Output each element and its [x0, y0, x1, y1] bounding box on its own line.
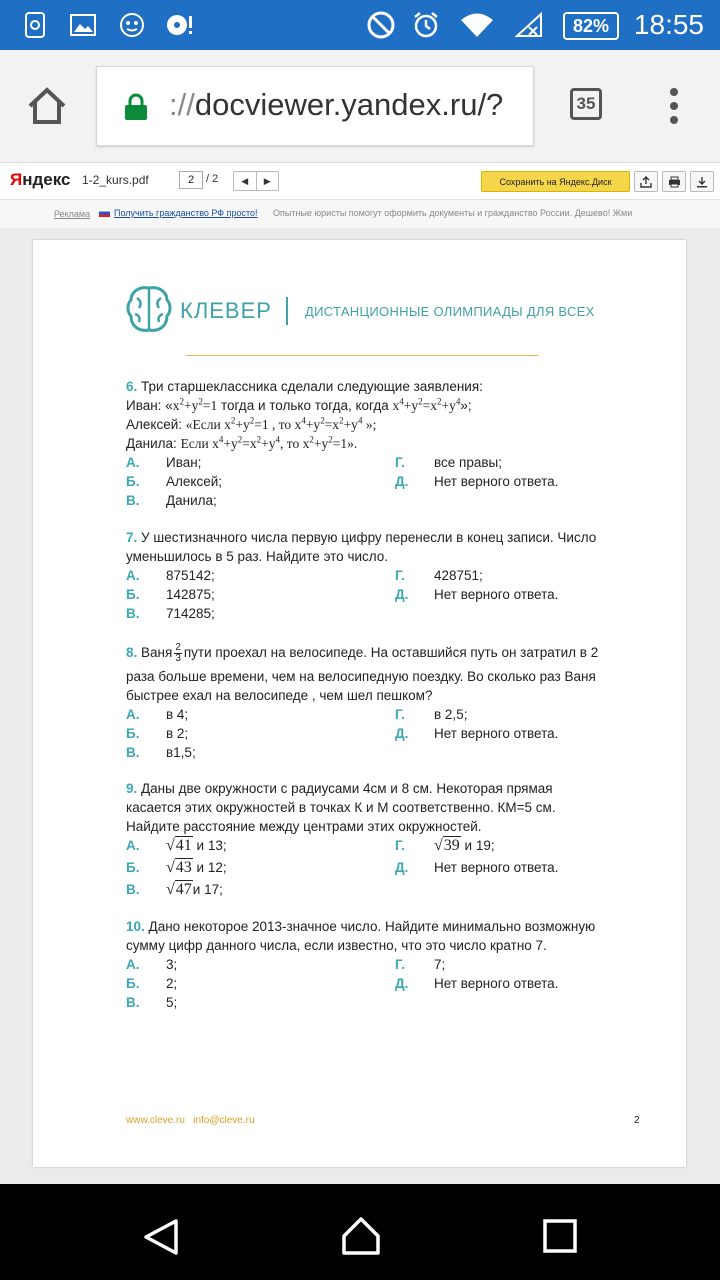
question-9 [126, 779, 636, 902]
recents-icon [543, 1219, 577, 1253]
download-icon [696, 176, 708, 188]
prev-page-button[interactable]: ◀ [234, 172, 257, 190]
back-icon [142, 1218, 182, 1256]
file-name: 1-2_kurs.pdf [82, 173, 149, 187]
option-letter: А. [126, 838, 140, 853]
option-text: в 4; [166, 707, 189, 722]
page-footer [126, 1115, 255, 1126]
ad-banner [0, 200, 720, 228]
question-text: Дано некоторое 2013-значное число. Найдите минимально возможную [148, 919, 596, 934]
option-letter: Г. [395, 568, 405, 583]
save-to-disk-button[interactable]: Сохранить на Яндекс.Диск [481, 171, 630, 192]
footer-site-link[interactable]: www.cleve.ru [126, 1115, 185, 1126]
question-text: Даны две окружности с радиусами 4см и 8 см. Некоторая прямая [141, 781, 553, 796]
option-letter: Б. [126, 726, 140, 741]
question-10 [126, 917, 636, 1012]
docviewer-toolbar [0, 163, 720, 200]
option-text: Нет верного ответа. [434, 726, 559, 741]
option-text: Нет верного ответа. [434, 587, 559, 602]
answer-options [126, 836, 636, 902]
option-letter: А. [126, 707, 140, 722]
option-text: 714285; [166, 606, 215, 621]
option-row [126, 604, 636, 623]
option-letter: Б. [126, 587, 140, 602]
question-6: 6. Три старшеклассника сделали следующие заявления: Иван: «$x^2+y^2=1$ тогда и только тогда, когда $x^4+y^2=x^2+y^4$»; Алексей: «Если $x^2+y^2=1$ , то $x^4+y^2=x^2+y^4$ »; Данила: Если $x^4+y^2=x^2+y^4$, то $x^2+y^2=1$». А. Иван; Г. все правы; Б. Алексей; Д. Нет верного ответа. В. Данила; [126, 377, 636, 510]
address-bar[interactable] [96, 66, 534, 146]
option-text: в 2; [166, 726, 189, 741]
page-number: 2 [634, 1115, 640, 1126]
option-letter: В. [126, 882, 140, 897]
option-letter: Б. [126, 474, 140, 489]
share-icon [640, 176, 652, 188]
screenshot-app-icon [24, 12, 46, 38]
option-row [126, 836, 636, 858]
option-letter: Г. [395, 707, 405, 722]
yandex-logo[interactable]: Яндекс [10, 170, 71, 189]
option-row [126, 472, 636, 491]
option-row [126, 743, 636, 762]
option-letter: Д. [395, 976, 409, 991]
option-text: Иван; [166, 455, 202, 470]
brain-logo-icon [125, 284, 173, 336]
option-text: 7; [434, 957, 446, 972]
question-number: 9. [126, 781, 138, 796]
overflow-menu-button[interactable] [668, 88, 680, 124]
option-row [126, 566, 636, 585]
answer-options [126, 566, 636, 623]
download-button[interactable] [690, 171, 714, 192]
option-text: √47и 17; [166, 881, 223, 898]
option-text: Нет верного ответа. [434, 860, 559, 875]
option-text: 3; [166, 957, 178, 972]
option-letter: В. [126, 745, 140, 760]
option-text: Нет верного ответа. [434, 474, 559, 489]
page-total: / 2 [206, 173, 219, 185]
logo-divider [286, 297, 288, 325]
brand-slogan: ДИСТАНЦИОННЫЕ ОЛИМПИАДЫ ДЛЯ ВСЕХ [305, 304, 595, 319]
russia-flag-icon [99, 209, 110, 217]
option-letter: Г. [395, 838, 405, 853]
browser-toolbar [0, 50, 720, 163]
question-text: уменьшилось в 5 раз. Найдите это число. [126, 549, 389, 564]
back-button[interactable] [142, 1218, 182, 1256]
question-8 [126, 643, 636, 762]
statement-speaker: Иван: [126, 398, 162, 413]
fraction: $\frac{2}{3}$ [175, 642, 181, 664]
option-row [126, 724, 636, 743]
option-text: в 2,5; [434, 707, 468, 722]
option-text: 875142; [166, 568, 215, 583]
option-row [126, 491, 636, 510]
question-text: Найдите расстояние между центрами этих окружностей. [126, 819, 482, 834]
answer-options [126, 453, 636, 510]
option-letter: А. [126, 568, 140, 583]
question-text: Ваня [141, 645, 173, 661]
option-row [126, 993, 636, 1012]
option-text: √39 и 19; [434, 837, 495, 854]
option-letter: Д. [395, 474, 409, 489]
statement-speaker: Алексей: [126, 417, 182, 432]
question-text: быстрее ехал на велосипеде , чем шел пешком? [126, 688, 433, 703]
option-text: √43 и 12; [166, 859, 227, 876]
option-text: в1,5; [166, 745, 196, 760]
home-icon [340, 1216, 382, 1256]
page-number-input[interactable]: 2 [179, 171, 203, 189]
home-nav-button[interactable] [340, 1216, 382, 1256]
ad-label[interactable]: Реклама [54, 209, 91, 219]
media-icon [165, 12, 193, 38]
option-text: 5; [166, 995, 178, 1010]
recents-button[interactable] [543, 1219, 577, 1253]
home-icon [26, 86, 68, 126]
header-rule [186, 355, 538, 356]
question-number: 7. [126, 530, 138, 545]
question-text: сумму цифр данного числа, если известно, что это число кратно 7. [126, 938, 547, 953]
option-letter: Г. [395, 455, 405, 470]
share-button[interactable] [634, 171, 658, 192]
option-row [126, 955, 636, 974]
option-text: Нет верного ответа. [434, 976, 559, 991]
answer-options [126, 955, 636, 1012]
option-row [126, 453, 636, 472]
document-page [33, 240, 686, 1167]
option-text: Алексей; [166, 474, 222, 489]
option-row [126, 974, 636, 993]
option-text: Данила; [166, 493, 217, 508]
shield-app-icon [118, 12, 146, 38]
option-text: √41 и 13; [166, 837, 227, 854]
question-text: Три старшеклассника сделали следующие заявления: [141, 379, 483, 394]
tab-switcher-button[interactable]: 35 [570, 88, 602, 120]
clock: 18:55 [633, 9, 704, 40]
battery-indicator: 82% [563, 12, 619, 40]
status-bar [0, 0, 720, 50]
alarm-icon [412, 12, 440, 38]
option-text: 142875; [166, 587, 215, 602]
option-letter: В. [126, 606, 140, 621]
statement-speaker: Данила: [126, 436, 177, 451]
option-letter: В. [126, 493, 140, 508]
question-number: 8. [126, 645, 138, 661]
no-signal-icon [514, 12, 544, 38]
url-text: ://docviewer.yandex.ru/? [169, 87, 504, 122]
question-text: касается этих окружностей в точках К и М соответственно. КМ=5 см. [126, 800, 556, 815]
home-button[interactable] [26, 86, 68, 126]
ad-text: Опытные юристы помогут оформить документы и гражданство России. Дешево! Жми [273, 208, 633, 218]
option-letter: В. [126, 995, 140, 1010]
lock-icon [123, 93, 149, 121]
next-page-button[interactable]: ▶ [263, 175, 271, 186]
wifi-icon [458, 12, 496, 38]
question-7 [126, 528, 636, 623]
option-letter: А. [126, 455, 140, 470]
option-letter: Б. [126, 976, 140, 991]
answer-options [126, 705, 636, 762]
ad-link[interactable]: Получить гражданство РФ просто! [114, 208, 258, 218]
footer-mail-link[interactable]: info@cleve.ru [193, 1115, 255, 1126]
option-letter: Г. [395, 957, 405, 972]
question-number: 10. [126, 919, 145, 934]
print-button[interactable] [662, 171, 686, 192]
print-icon [668, 176, 681, 188]
option-letter: Б. [126, 860, 140, 875]
option-letter: Д. [395, 726, 409, 741]
gallery-icon [70, 12, 96, 38]
option-row [126, 705, 636, 724]
question-text: раза больше времени, чем на велосипедную поездку. Во сколько раз Ваня [126, 669, 596, 684]
option-row [126, 880, 636, 902]
question-text: У шестизначного числа первую цифру перенесли в конец записи. Число [141, 530, 597, 545]
option-text: 2; [166, 976, 178, 991]
question-number: 6. [126, 379, 138, 394]
option-letter: А. [126, 957, 140, 972]
page-nav [233, 171, 279, 191]
option-text: 428751; [434, 568, 483, 583]
dnd-icon [367, 12, 395, 38]
option-row [126, 858, 636, 880]
option-row [126, 585, 636, 604]
brand-name: КЛЕВЕР [180, 298, 272, 323]
option-letter: Д. [395, 860, 409, 875]
question-text: пути проехал на велосипеде. На оставшийся путь он затратил в 2 [183, 645, 599, 661]
option-text: все правы; [434, 455, 502, 470]
option-letter: Д. [395, 587, 409, 602]
